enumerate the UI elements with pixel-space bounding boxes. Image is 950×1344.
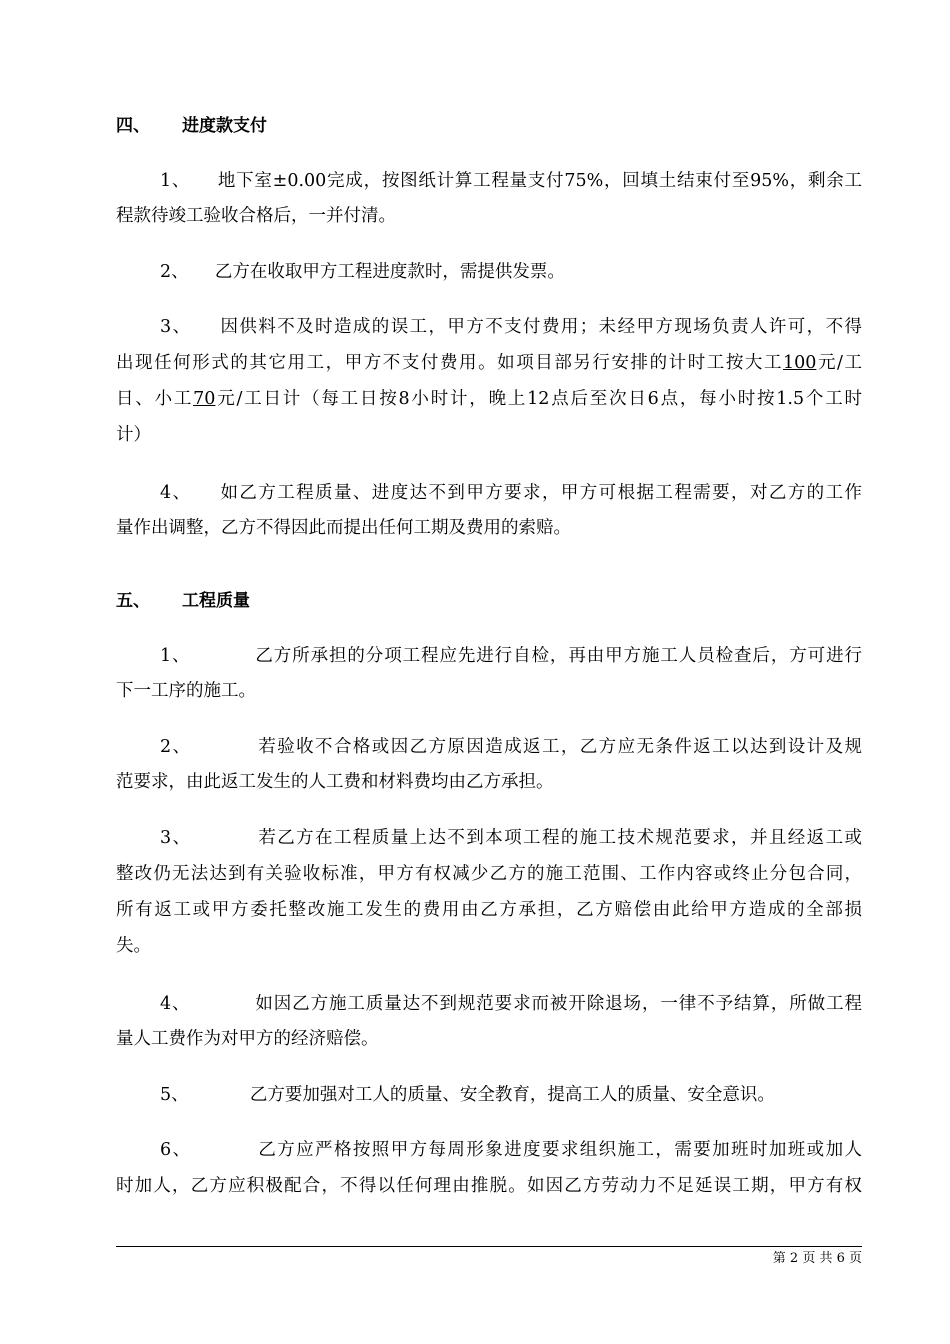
s5-line-4: 范要求，由此返工发生的人工费和材料费均由乙方承担。 xyxy=(116,772,554,792)
section-5-number: 五、 xyxy=(116,591,150,611)
section-5-heading xyxy=(116,590,250,612)
s4-line-6-rate-small: 70 xyxy=(193,389,216,409)
s5-line-9: 4、 如因乙方施工质量达不到规范要求而被开除退场，一律不予结算，所做工程 xyxy=(160,994,862,1014)
s5-line-3: 2、 若验收不合格或因乙方原因造成返工，乙方应无条件返工以达到设计及规 xyxy=(160,737,862,757)
s4-line-3: 2、 乙方在收取甲方工程进度款时，需提供发票。 xyxy=(160,262,565,282)
section-4-heading xyxy=(116,115,267,137)
s5-line-11: 5、 乙方要加强对工人的质量、安全教育，提高工人的质量、安全意识。 xyxy=(160,1085,775,1105)
s5-line-5: 3、 若乙方在工程质量上达不到本项工程的施工技术规范要求，并且经返工或 xyxy=(160,828,862,848)
s4-line-5-rate-big: 100 xyxy=(783,353,817,373)
s4-line-1: 1、 地下室±0.00完成，按图纸计算工程量支付75%，回填土结束付至95%，剩余工 xyxy=(160,171,862,191)
s4-line-6-rest: 元/工日计（每工日按8小时计，晚上12点后至次日6点，每小时按1.5个工时 xyxy=(215,389,862,409)
s5-line-12: 6、 乙方应严格按照甲方每周形象进度要求组织施工，需要加班时加班或加人 xyxy=(160,1140,862,1160)
section-4-number: 四、 xyxy=(116,116,150,136)
s4-line-5-text: 出现任何形式的其它用工，甲方不支付费用。如项目部另行安排的计时工按大工 xyxy=(116,353,784,373)
s4-line-5-unit: 元/工 xyxy=(816,353,862,373)
s5-line-10: 量人工费作为对甲方的经济赔偿。 xyxy=(116,1029,379,1049)
s5-line-8: 失。 xyxy=(116,936,151,956)
footer-divider xyxy=(116,1246,862,1247)
s4-line-4: 3、 因供料不及时造成的误工，甲方不支付费用；未经甲方现场负责人许可，不得 xyxy=(160,317,862,337)
s4-line-6 xyxy=(116,388,862,410)
s5-line-6: 整改仍无法达到有关验收标准，甲方有权减少乙方的施工范围、工作内容或终止分包合同， xyxy=(116,864,862,884)
s4-line-7: 计） xyxy=(116,425,151,445)
s5-line-2: 下一工序的施工。 xyxy=(116,681,256,701)
s4-line-8: 4、 如乙方工程质量、进度达不到甲方要求，甲方可根据工程需要，对乙方的工作 xyxy=(160,483,862,503)
s5-line-1: 1、 乙方所承担的分项工程应先进行自检，再由甲方施工人员检查后，方可进行 xyxy=(160,646,862,666)
s4-line-9: 量作出调整，乙方不得因此而提出任何工期及费用的索赔。 xyxy=(116,518,571,538)
s5-line-13: 时加人，乙方应积极配合，不得以任何理由推脱。如因乙方劳动力不足延误工期，甲方有权 xyxy=(116,1176,862,1196)
page-number: 第 2 页 共 6 页 xyxy=(772,1251,862,1266)
section-5-title: 工程质量 xyxy=(182,591,250,611)
section-4-title: 进度款支付 xyxy=(182,116,267,136)
s5-line-7: 所有返工或甲方委托整改施工发生的费用由乙方承担，乙方赔偿由此给甲方造成的全部损 xyxy=(116,900,862,920)
s4-line-5 xyxy=(116,352,862,374)
s4-line-6-text: 日、小工 xyxy=(116,389,194,409)
s4-line-2: 程款待竣工验收合格后，一并付清。 xyxy=(116,206,396,226)
